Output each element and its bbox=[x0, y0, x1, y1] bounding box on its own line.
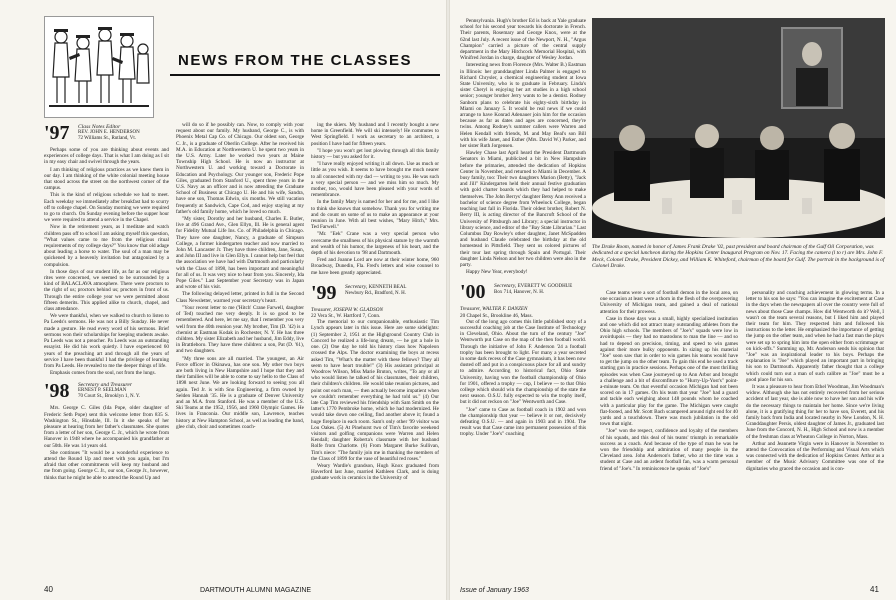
class-year: '00 bbox=[460, 281, 486, 304]
paragraph: "Your recent letter to me ('Hitch' Crane Farwell, daughter of Ted) touched me very deeply. It is so good to be remembered. And here, let me say, that I remember you very well from the 40th reunion year. My brother, Tim (D. '42) is a chemist at Eastman Kodak in Rochester, N. Y. He has three children. My sister Elizabeth and her husband, Jim Eddy, live in Brattleboro. They have three children: a son, Pat (D. '61), and two daughters. bbox=[176, 304, 304, 355]
paragraph: In the family Mary is named for her and for me, and I like to think she knows that somehow. Thank you for writing me and do count on some of us to make an appearance at your reunion in June. With all best wishes, "Mary Hitch," Mrs. Ted Farwell." bbox=[311, 199, 439, 231]
paragraph: Hawley Chase last April heard the President Dartmouth Senators in Miami, publicized a bit in New Hampshire before the primaries, attended the dedication of Hopkins Center in November, and returned to Miami in December. A busy family, too: Their two daughters Marion (Betty), "Jack and Jill" Kindergarten held their annual festive graduation with gold charter boards which they had helped to make themselves. The John Berrys' daughter Betsy Ann received a bachelor of science degree from Wheelock College, began teaching last fall in Florida. Their oldest brother, Robert N. Berry III, is acting director of the Bancroft School of the University of Pittsburgh and Library; a special instructor in library science, and editor of the "Bay State Librarian." Last Columbus Day Rowley's other daughter, Janet McSpadden and husband Claude celebrated the birthday at the old homestead in Pittsfield. They sent us colored pictures of their tour last spring through Spain and Portugal. Their daughter Linda Nelson and her two children were also in the party. bbox=[460, 150, 586, 268]
column-6 bbox=[600, 290, 738, 473]
paragraph: "My sister, Dorothy and her husband, Charles E. Butler, live at 496 Grand Ave., Glen Ellyn, Ill. He is general agent for Fidelity Mutual Life Ins. Co. of Philadelphia in Chicago. They have one daughter, Nancy, a graduate of Simpson College, a former kindergarten teacher and now married to John M. Lancaster Jr. They have three children, Jane, Susan, and John III and live in Glen Ellyn. I cannot help but feel that the association we have had with Dartmouth and particularly with the Class of 1898, has been important and meaningful for all of us. It was very nice to hear from you. Sincerely, Ida Pope Giles." Last September your Secretary was in Japan and wrote of his visit. bbox=[176, 216, 304, 291]
column-2 bbox=[176, 122, 304, 431]
treasurer-address: 22 Vera St., W. Hartford 7, Conn. bbox=[311, 313, 381, 320]
right-page-number: 41 bbox=[870, 585, 879, 594]
paragraph: The following delayed letter, printed in full in the Second Class Newsletter, warmed your secretary's heart. bbox=[176, 291, 304, 304]
students-drawing-icon bbox=[45, 17, 153, 117]
class-1900-header bbox=[460, 281, 586, 303]
drake-room-photo bbox=[592, 18, 885, 238]
paragraph: "I hope you won't get lost plowing through all this family history — but you asked for it. bbox=[311, 147, 439, 161]
class-officer-address: Newbury Rd., Bradford, N. H. bbox=[345, 290, 406, 296]
paragraph: This is the kind of religious schedule we had to meet. Each weekday we immediately after breakfast had to scurry off to college chapel. On Sunday morning we were required to go to church. On Sunday evening before the supper hour we were required to attend a service in the Chapel. bbox=[44, 192, 169, 224]
paragraph: I am thinking of religious practices as we knew them in our day. I am thinking of the white colonial meeting house that stood across the street on the northwest corner of the campus. bbox=[44, 166, 169, 192]
paragraph: Pennsylvania. Hugh's brother Ed is back at Yale graduate school for his second year towards his doctorate in French. Their parents, Rosemary and George Knox, were at the 62nd last July. A recent issue of the Newport, N. H., "Argus Champion" carried a picture of the central supply department in the Mary Hitchcock Memorial Hospital, with Winifred Jordan in charge, daughter of Wesley Jordan. bbox=[460, 18, 586, 62]
class-year: '99 bbox=[311, 281, 337, 304]
issue-footer: Issue of January 1963 bbox=[460, 587, 529, 594]
class-officer-name: ERNEST P. SEELMAN bbox=[78, 388, 127, 394]
paragraph: Perhaps some of you are thinking about events and experiences of college days. That is what I am doing as I sit in my easy chair and swivel through the years. bbox=[44, 147, 169, 166]
paragraph: personality and coaching achievement in glowing terms. In a letter to his son he says: "You can imagine the excitement at Case in the days when the newspapers all over the country were full of news about those Case champs. How did Wentworth do it? Well, I wasn't on the team several reasons, but I liked him and played their team for him. They respected him and followed his instructions to the letter. He emphasized the importance of getting the jump on the other team, and when he had a fast man the plays were set up to spring him into the open either from scrimmage or on kick-offs." Summing up, Mr. Anderson sends his opinion that "Joe" was an inspirational leader to his boys. Perhaps the explanation is "Joe" which played an important part in bringing his son to Dartmouth. Apparently father thought that a college which could turn out a man of such calibre as "Joe" must be a good place for his son. bbox=[746, 290, 884, 383]
treasurer-line: Treasurer, JOSEPH W. GLADSON bbox=[311, 306, 383, 313]
paragraph: Weary Wardle's grandson, Hugh Knox graduated from Haverford last June, married Kathleen Clark, and is doing graduate work in ceramics in the University of bbox=[311, 462, 439, 482]
right-page bbox=[450, 0, 896, 600]
paragraph: "My three sons are all married. The youngest, an Air Force officer in Okinawa, has one son. My other two boys are both living in New Hampshire and I hope that they and their families will be able to come to say hello to the Class of 1898 next June. We are looking forward to seeing you all again. Ted Jr. is with Sno Engineering, a firm owned by Selden Hannah '35. He is a graduate of Denver University and an M.A. from Stanford. He was a member of the U.S. Ski Teams at the 1952, 1956, and 1960 Olympic Games. He lives in Franconia. Our middle son, Lawrence, teaches history at New Hampton School, as well as leading the band, glee club, choir and sometimes coach- bbox=[176, 355, 304, 430]
class-role: Secretary, bbox=[494, 283, 517, 290]
paragraph: Arthur and Jeannette Virgin were in Hanover in November to attend the Convocation of the Performing and Visual Arts which was connected with the dedication of Hopkins Center. Arthur as a member of the Music Advisory Committee was one of the dignitaries who graced the occasion and is con- bbox=[746, 440, 884, 472]
column-3 bbox=[311, 122, 439, 483]
class-role: Secretary, bbox=[345, 283, 368, 290]
class-officer-name: REV. JOHN E. HENDERSON bbox=[78, 130, 140, 135]
paragraph: It was a pleasure to hear from Ethel Woodman, Jim Woodman's widow. Although she has not entirely recovered from her serious accident of last year, she is able now to have her son and his wife do the necessary things to maintain her home. Since we're living alone, it is a gratifying thing for her to have son, Everett, and his family back from India and located nearby in New London, N. H. Granddaughter Persis, oldest daughter of James Jr., graduated last June from the Concord, N. H., High School and now is a member of the freshman class at Wheaton College in Norton, Mass. bbox=[746, 384, 884, 440]
paragraph: Case in those days was a small, highly specialized institution and one which did not attract many outstanding athletes from the Ohio high schools. The members of "Joe's" squads were low in avoirdupois — they had no mastodons to man the line — and so had to depend on precision, timing, and speed to win games against their more bulky opponents. In sizing up his material "Joe" soon saw that in order to win games his teams would have to get the jump on the other team. To gain this end he used a track starting gun in practice sessions. Perhaps one of the most thrilling episodes was when Case journeyed up to Ann Arbor and brought a challenge and a bit of discomfiture to "Hurry-Up-Yost's" point-a-minute team. On that eventful occasion Michigan had not been scored on in 17 games. On his team that year "Joe" had a guard and tackle each weighing about 148 pounds whom he coached with a particular play for the game. The Michigan were caught flat-footed, and Mr. Scott Bach scampered around right end for 40 yards and a touchdown. There was much jubilation in the old town that night. bbox=[600, 315, 738, 428]
paragraph: Now in the retirement years, as I meditate and watch children pass off to school I am asking myself this question, "What values came to me from the religious ritual requirements of my college days?" You know that old adage about leading a horse to water. The soul of a man may be quickened by a heavenly invitation but antagonized by a compulsion. bbox=[44, 224, 169, 268]
class-1899-header bbox=[311, 282, 439, 304]
page-headline: NEWS FROM THE CLASSES bbox=[178, 52, 413, 69]
paragraph: The memorial to our companionable, enthusiastic Tim Lynch appears later in this issue. Here are some sidelights: (1) September 2, 1951 at the Highground Country Club in Concord he realized a life-long dream, — he got a hole in one. (2) One day he told his history class how Napoleon crossed the Alps. The doctor examining the boys at recess asked Tim, "What's the matter with these fellows? They all seem to have heart trouble!" (3) His assistant principal at Woodrow Wilson, Miss Marie Bruton, writes, "To any or all who would listen he talked of his classmates, their children, their children's children. He would take reunion pictures, and point out each man, — then actually become impatient when we couldn't remember everything he had told us." (4) Our late Cap Tim reviewed his friendship with Sam Smith on the latter's 1770 Pembroke home, which he had modernized. He would take down one ceiling, find another above it; found a huge fireplace in each room. Sam's only other '99 visitor was Lou Oakes. (5) At Pinehurst two of Tim's favorite weekend visitors and golfing companions were Warren and Helen Kendall; daughter Roberta's classmate with her husband Rolfe from Charlotte. (6) From Margaret Burke Sullivan, Tim's niece: "The family join me in thanking the members of the Class of 1899 for the vase of beautiful red roses." bbox=[311, 319, 439, 462]
headline-rule bbox=[170, 74, 440, 76]
paragraph: Interesting news from Florence (Mrs. Walter B.) Eastman in Illinois: her granddaughter Linda Palmer is engaged to Richard Chrysler, a chemical engineering student at Iowa State University, who is to graduate in February. Linda's sister Cheryl is enjoying her art studies in a high school senior; younger brother Jerry wants to be a dentist. Rodney Sanborn plans to celebrate his eighty-sixth birthday in Miami on January 5. It would be real news if we could arrange to have Konrad Adenauer join him for the occasion because as far as dates and ages are concerned, they're twins. Among Rodney's summer callers were Warren and Helen Kendall with friends, M. and May Beal's son Bill with his wife Janet, and Esther (Mrs. David W.) Parker, and her sister Ruth Jorgensen. bbox=[460, 62, 586, 150]
paragraph: Out of the long ago comes this little published story of a successful coaching job at the Case Institute of Technology in Cleveland, Ohio. About the turn of the century "Joe" Wentworth put Case on the map of the then football world. Through the initiative of John F. Anderson '24 a football trophy has been brought to light. For many a year secreted in some dark recess of the Case gymnasium, it has been now dusted off and put in a conspicuous place for all and sundry to admire. According to historical fact, Ohio State University, having won the football championship of Ohio for 1901, offered a trophy — cup, I believe — to that Ohio college which should win the championship of the state the next season. O.S.U. fully expected to win the trophy itself, but it did not reckon on "Joe" Wentworth and Case. bbox=[460, 318, 586, 406]
class-officer-name: EVERETT W. GOODHUE bbox=[517, 284, 573, 290]
paragraph: ing the skiers. My husband and I recently bought a new home in Greenfield. We will ski intensely! He commutes to West Springfield. I work as secretary to an architect, a position I have had for fifteen years. bbox=[311, 122, 439, 147]
paragraph: will do so if he possibly can. Now, to comply with your request about our family. My husband, George C., is with Phoenix Metal Cap Co. of Chicago. Our oldest son, George C. Jr., is a graduate of Oberlin College. After he received his M.A. in Education at Northwestern U. he spent two years in the U.S. Army. Later he worked two years at Maine Township High School. He is now an instructor at Northwestern U. and working toward a Doctorate in Education and Psychology. Our younger son, Frederic Pope Giles, graduated from Stanford U., spent three years in the U.S. Navy as an officer and is now attending the Graduate School of Business at Chicago U. He and his wife, Sandra, have one son, Thomas Edwin, six months. We still vacation frequently at Sandwich, Cape Cod, and enjoy staying at my father's old family home, which he loved so much. bbox=[176, 122, 304, 215]
left-page bbox=[0, 0, 446, 600]
class-notes-illustration bbox=[44, 16, 154, 118]
column-4 bbox=[460, 18, 586, 439]
paragraph: She continues "It would be a wonderful experience to attend the Round Up and meet with you again, but I'm afraid that other commitments will keep my husband and me from going. George C. Jr., our son, George Jr., however, thinks that he might be able to attend the Round Up and bbox=[44, 449, 169, 481]
paragraph: "Mr. "Eek" Crane was a very special person who overcame the smallness of his physical stature by the warmth and wealth of his humor, the largeness of his heart, and the depth of his devotion to '98 and Dartmouth. bbox=[311, 231, 439, 257]
paragraph: Happy New Year, everybody! bbox=[466, 269, 528, 276]
class-officer-address: 72 Williams St., Rutland, Vt. bbox=[78, 136, 136, 141]
paragraph: Case teams were a sort of football demon in the local area, on one occasion at least were a thorn in the flesh of the overpowering University of Michigan team, and gained a deal of national attention for their prowess. bbox=[600, 290, 738, 315]
treasurer-address: 20 Chapel St., Brookline 46, Mass. bbox=[460, 312, 533, 319]
class-1898-header bbox=[44, 380, 169, 402]
class-year: '97 bbox=[44, 122, 70, 144]
left-page-number: 40 bbox=[44, 585, 53, 594]
class-role: Secretary and Treasurer bbox=[78, 382, 133, 389]
magazine-title-footer: DARTMOUTH ALUMNI MAGAZINE bbox=[200, 587, 312, 594]
photo-caption: The Drake Room, named in honor of James Frank Drake '02, past president and board chairman of the Gulf Oil Corporation, was dedicated at a special luncheon during the Hopkins Center Inaugural Program on Nov. 17. Facing the camera (l to r) are Mrs. John F. Meck, Colonel Drake, President Dickey, and William K. Whiteford, chairman of the board for Gulf. The portrait in the background is of Colonel Drake. bbox=[592, 244, 885, 270]
paragraph: "I have really enjoyed writing it all down. Use as much or little as you wish. It seems to have brought me much nearer to all connected with my dad — writing to you. He was such a very special person — and we miss him so much. My mother, too, would have been pleased with your words of remembrance. bbox=[311, 161, 439, 199]
class-officer-address: Box 714, Hanover, N. H. bbox=[494, 290, 545, 296]
paragraph: In those days of our student life, as far as our religious rites were concerned, we seemed to be surrounded by a kind of BALACLAVA atmosphere. There were proctors to the right of us; proctors behind us; proctors in front of us. Through the entire college year we were permitted about fifteen demerits. This applied alike to church, chapel, and class attendance. bbox=[44, 268, 169, 313]
paragraph: Emphasis comes from the soul, not from the lungs. bbox=[50, 370, 156, 377]
class-year: '98 bbox=[44, 380, 70, 403]
class-1897-header bbox=[44, 122, 169, 144]
treasurer-line: Treasurer, WALTER F. DANZEN bbox=[460, 306, 528, 313]
class-officer-name: KENNETH BEAL bbox=[368, 284, 407, 290]
paragraph: Fred and Joanne Lord are now at their winter home, 960 Broadway, Dunedin, Fla. Fred's letters and wise counsel to me have been greatly appreciated. bbox=[311, 257, 439, 276]
class-role: Class Notes Editor bbox=[78, 124, 121, 130]
class-officer-address: 70 Court St., Brooklyn 1, N. Y. bbox=[78, 394, 141, 400]
paragraph: "Joe" won the respect, confidence and loyalty of the members of his squads, and this deal of his teams' triumph in remarkable success as a coach. And because of the type of man he was he won the friendship and admiration of many people in the Cleveland area. John Anderson's father, who at the time was a student at Case and an ardent football fan, was a warm personal friend of "Joe's." In reminiscence he speaks of "Joe's" bbox=[600, 428, 738, 472]
paragraph: We were thankful, when we walked to church to listen to Pa Leeds's sermons. He was not a Billy Sunday. He never made a gesture. He read every word of his sermons. Brief sermons won their scholarships for keeping students awake. Pa Leeds was not a preacher. Pa Leeds was an outstanding essayist. He did his work quietly. I have experienced 60 years of the preaching art and through all the years of service I have been thankful I had the privilege of learning from Pa Leeds. He revealed to me the deeper things of life. bbox=[44, 313, 169, 369]
column-1 bbox=[44, 122, 169, 482]
paragraph: "Joe" came to Case as football coach in 1902 and won the championship that year — believe it or not, decisively defeating O.S.U. — and again in 1903 and in 1904. The result was that Case came into permanent possession of this trophy. Under "Joe's" coaching bbox=[460, 406, 586, 438]
column-7 bbox=[746, 290, 884, 473]
luncheon-photo-icon bbox=[592, 18, 885, 238]
paragraph: Mrs. George C. Giles (Ida Pope, older daughter of Frederic Seth Pope) sent this welcome letter from 835 S. Washington St., Hinsdale, Ill. In it she speaks of her pleasure at hearing from her father's classmates. She quotes from a letter of her son, George C. Jr., which he wrote from Hanover in 1948 where he accompanied his grandfather at our 50th. He was 14 years old. bbox=[44, 405, 169, 449]
